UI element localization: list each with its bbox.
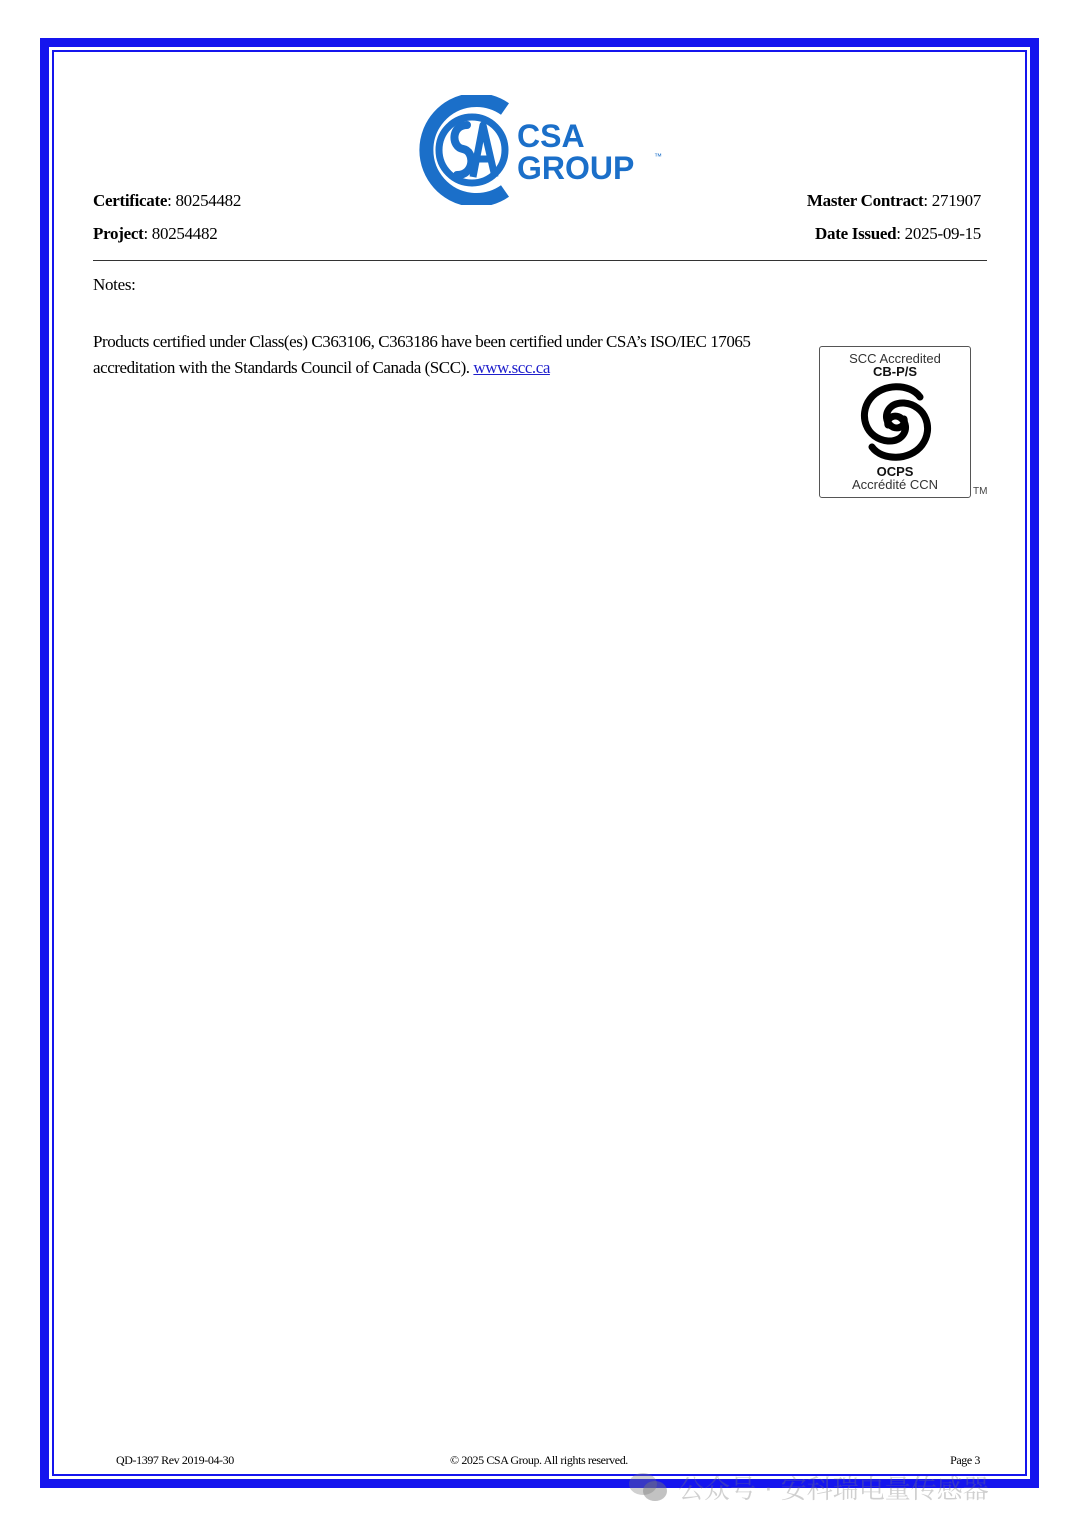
csa-group-logo (417, 95, 665, 205)
project-field (93, 224, 217, 244)
project-value: : 80254482 (143, 224, 218, 243)
date-issued-value: : 2025-09-15 (896, 224, 981, 243)
watermark (628, 1467, 989, 1507)
certificate-label: Certificate (93, 191, 168, 210)
page-border-inner (52, 50, 1027, 1476)
header-divider (93, 260, 987, 261)
certificate-value: : 80254482 (167, 191, 242, 210)
footer-form-id: QD-1397 Rev 2019-04-30 (116, 1453, 234, 1467)
notes-text: Products certified under Class(es) C363106, C363186 have been certified under CSA’s ISO/IEC 17065 accreditation with the Standards Council of Canada (SCC). (93, 332, 751, 377)
certificate-field (93, 191, 241, 211)
scc-badge-line3: OCPS (876, 464, 914, 479)
project-label: Project (93, 224, 144, 243)
scc-link[interactable]: www.scc.ca (473, 358, 550, 377)
notes-title: Notes: (93, 275, 136, 294)
scc-swirl-icon (858, 379, 934, 465)
date-issued-field (815, 224, 981, 244)
watermark-text: 公众号 · 安科瑞电量传感器 (678, 1474, 989, 1505)
date-issued-label: Date Issued (815, 224, 897, 243)
footer-copyright: © 2025 CSA Group. All rights reserved. (450, 1453, 628, 1467)
notes-body (93, 329, 813, 381)
master-contract-label: Master Contract (806, 191, 924, 210)
master-contract-value: : 271907 (923, 191, 981, 210)
logo-text-group: GROUP (517, 150, 635, 186)
scc-badge-line2: CB-P/S (872, 364, 918, 379)
logo-text-csa: CSA (517, 118, 585, 154)
scc-badge-tm: TM (973, 486, 988, 497)
logo-tm: ™ (654, 152, 662, 161)
scc-badge-line1: SCC Accredited (849, 351, 941, 366)
footer-page-number: Page 3 (950, 1453, 980, 1467)
scc-badge-line4: Accrédité CCN (852, 477, 938, 492)
master-contract-field (807, 191, 981, 211)
scc-accredited-badge (819, 346, 971, 498)
wechat-icon (628, 1470, 668, 1504)
